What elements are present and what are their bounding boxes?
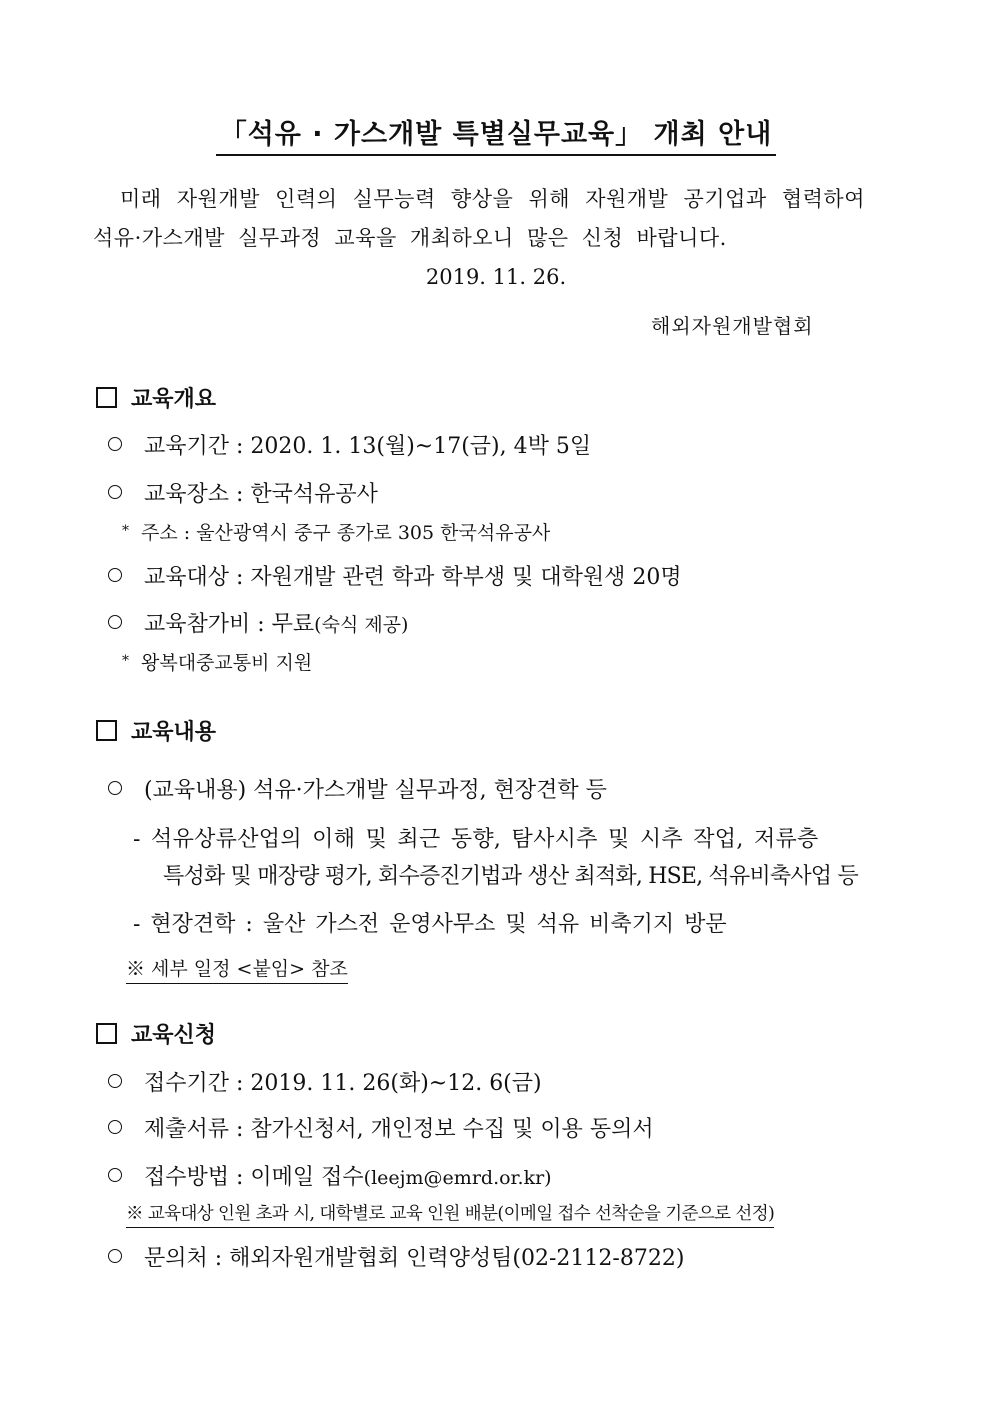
overview-transport-note: * 왕복대중교통비 지원 — [122, 652, 313, 674]
content-detail-line-2: 특성화 및 매장량 평가, 회수증진기법과 생산 최적화, HSE, 석유비축사업 등 — [163, 864, 858, 889]
overview-period: 교육기간 : 2020. 1. 13(월)~17(금), 4박 5일 — [108, 429, 591, 460]
checkbox-square-icon — [96, 387, 117, 408]
circle-bullet-icon — [108, 485, 122, 499]
section-application-heading: 교육신청 — [96, 1018, 216, 1049]
circle-bullet-icon — [108, 781, 122, 795]
overview-address-note: * 주소 : 울산광역시 중구 종가로 305 한국석유공사 — [122, 522, 551, 544]
application-documents: 제출서류 : 참가신청서, 개인정보 수집 및 이용 동의서 — [108, 1112, 654, 1143]
circle-bullet-icon — [108, 1120, 122, 1134]
overview-target: 교육대상 : 자원개발 관련 학과 학부생 및 대학원생 20명 — [108, 560, 682, 591]
section-content-heading: 교육내용 — [96, 715, 216, 746]
circle-bullet-icon — [108, 1249, 122, 1263]
content-summary: (교육내용) 석유·가스개발 실무과정, 현장견학 등 — [108, 773, 607, 804]
circle-bullet-icon — [108, 1074, 122, 1088]
intro-line-1: 미래 자원개발 인력의 실무능력 향상을 위해 자원개발 공기업과 협력하여 — [120, 187, 865, 211]
circle-bullet-icon — [108, 615, 122, 629]
circle-bullet-icon — [108, 1168, 122, 1182]
application-period: 접수기간 : 2019. 11. 26(화)~12. 6(금) — [108, 1066, 542, 1097]
content-field-trip: - 현장견학 : 울산 가스전 운영사무소 및 석유 비축기지 방문 — [133, 912, 727, 937]
checkbox-square-icon — [96, 720, 117, 741]
circle-bullet-icon — [108, 437, 122, 451]
section-overview-heading: 교육개요 — [96, 382, 216, 413]
application-allocation-note: ※ 교육대상 인원 초과 시, 대학별로 교육 인원 배분(이메일 접수 선착순을 기준으로 선정) — [126, 1200, 774, 1225]
intro-line-2: 석유·가스개발 실무과정 교육을 개최하오니 많은 신청 바랍니다. — [93, 226, 727, 250]
organization-name: 해외자원개발협회 — [651, 314, 814, 338]
content-detail-line-1: - 석유상류산업의 이해 및 최근 동향, 탐사시추 및 시추 작업, 저류층 — [133, 827, 819, 852]
document-title: 「석유 · 가스개발 특별실무교육」 개최 안내 — [0, 112, 992, 151]
overview-fee: 교육참가비 : 무료(숙식 제공) — [108, 607, 408, 638]
content-schedule-note: ※ 세부 일정 <붙임> 참조 — [126, 954, 348, 981]
application-contact: 문의처 : 해외자원개발협회 인력양성팀(02-2112-8722) — [108, 1241, 684, 1272]
application-email-link[interactable]: (leejm@emrd.or.kr) — [363, 1167, 552, 1189]
document-date: 2019. 11. 26. — [425, 265, 567, 289]
checkbox-square-icon — [96, 1023, 117, 1044]
asterisk-icon: * — [122, 653, 129, 669]
overview-place: 교육장소 : 한국석유공사 — [108, 477, 378, 508]
application-method: 접수방법 : 이메일 접수(leejm@emrd.or.kr) — [108, 1160, 552, 1191]
circle-bullet-icon — [108, 568, 122, 582]
asterisk-icon: * — [122, 523, 129, 539]
